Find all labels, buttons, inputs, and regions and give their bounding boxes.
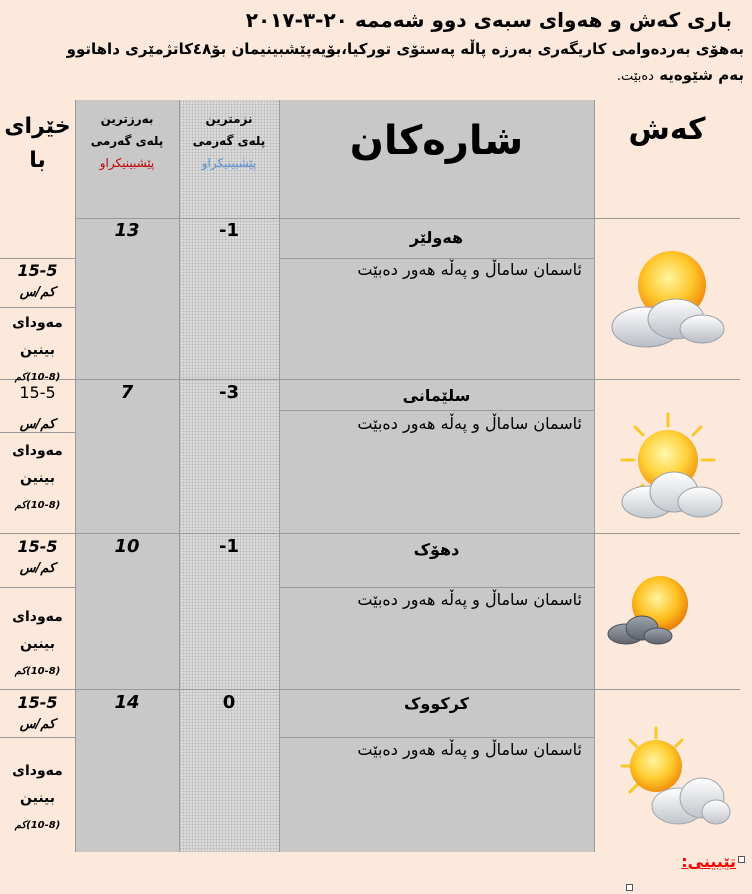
wind-speed-range: 15-5 bbox=[17, 537, 58, 556]
wind-speed-unit: کم/س bbox=[19, 417, 56, 432]
city-name: دهۆک bbox=[413, 540, 460, 559]
divider bbox=[0, 533, 740, 534]
divider bbox=[0, 379, 740, 380]
visibility-line2: بینین bbox=[20, 342, 55, 358]
visibility bbox=[0, 438, 75, 519]
wind-speed bbox=[0, 260, 75, 304]
selection-handle bbox=[738, 856, 745, 863]
visibility bbox=[0, 758, 75, 839]
wind-header-line1: خێرای bbox=[4, 114, 71, 139]
max-temp-value: 13 bbox=[114, 220, 140, 241]
note-label: تێبینی: bbox=[681, 852, 736, 871]
visibility-line1: مەودای bbox=[12, 443, 63, 459]
min-header-line1: نزمترین bbox=[205, 112, 253, 126]
sun-cloud-icon bbox=[606, 574, 696, 650]
max-temp-column-header bbox=[75, 108, 179, 174]
wind-header-line2: با bbox=[29, 148, 46, 173]
visibility-line1: مەودای bbox=[12, 763, 63, 779]
min-temp-value: -1 bbox=[219, 220, 239, 241]
max-temp-column-bg bbox=[75, 100, 179, 852]
divider bbox=[279, 410, 594, 411]
divider bbox=[0, 587, 75, 588]
sun-cloud-icon bbox=[606, 243, 730, 353]
visibility-line2: بینین bbox=[20, 636, 55, 652]
max-temp-value: 14 bbox=[114, 692, 140, 713]
forecast-intro-line2 bbox=[8, 66, 744, 84]
divider bbox=[75, 100, 76, 852]
wind-speed-unit: کم/س bbox=[19, 561, 56, 576]
forecast-table bbox=[0, 100, 740, 852]
wind-speed bbox=[0, 536, 75, 580]
visibility-range: (10-8)کم bbox=[14, 372, 61, 383]
wind-speed-range: 15-5 bbox=[19, 383, 56, 402]
max-header-line2: پلەی گەرمی bbox=[90, 134, 164, 148]
selection-handle bbox=[626, 884, 633, 891]
visibility-line1: مەودای bbox=[12, 315, 63, 331]
min-temp-value: -1 bbox=[219, 536, 239, 557]
weather-description: ئاسمان ساماڵ و پەڵە هەور دەبێت bbox=[357, 414, 582, 433]
min-temp-value: 0 bbox=[222, 692, 236, 713]
divider bbox=[179, 100, 180, 852]
wind-speed-unit: کم/س bbox=[19, 285, 56, 300]
forecast-intro-line2-main: بەم شێوەیە bbox=[653, 66, 744, 84]
wind-speed-unit-block bbox=[0, 414, 75, 436]
visibility-range: (10-8)کم bbox=[14, 666, 61, 677]
divider bbox=[0, 258, 75, 259]
wind-speed-range: 15-5 bbox=[17, 693, 58, 712]
visibility bbox=[0, 604, 75, 685]
divider bbox=[594, 100, 595, 852]
city-name: کرکووک bbox=[404, 694, 469, 713]
max-temp-value: 10 bbox=[114, 536, 140, 557]
visibility-line2: بینین bbox=[20, 790, 55, 806]
city-column-header: شارەکان bbox=[349, 118, 524, 164]
weather-column-header: کەش bbox=[628, 112, 706, 147]
wind-speed-range: 15-5 bbox=[17, 261, 58, 280]
divider bbox=[279, 737, 594, 738]
forecast-intro-line2-end: دەبێت. bbox=[616, 69, 654, 84]
wind-speed bbox=[0, 692, 75, 736]
divider bbox=[279, 587, 594, 588]
visibility-range: (10-8)کم bbox=[14, 500, 61, 511]
wind-column-header bbox=[0, 110, 75, 178]
city-name: هەولێر bbox=[409, 228, 464, 247]
min-header-line3: پێشبینیکراو bbox=[201, 156, 257, 170]
divider bbox=[279, 258, 594, 259]
divider bbox=[75, 218, 740, 219]
divider bbox=[0, 737, 75, 738]
sun-cloud-icon bbox=[616, 726, 732, 830]
min-temp-column-header bbox=[179, 108, 279, 174]
visibility-range: (10-8)کم bbox=[14, 820, 61, 831]
forecast-intro-line1: بەهۆی بەردەوامی کاریگەری بەرزە پاڵە پەستۆی تورکیا،بۆیەپێشبینیمان بۆ٤٨کاتژمێری داهاتوو bbox=[66, 40, 744, 58]
min-temp-value: -3 bbox=[219, 382, 239, 403]
sun-cloud-icon bbox=[612, 410, 728, 526]
wind-speed bbox=[0, 382, 75, 404]
max-header-line3: پێشبینیکراو bbox=[99, 156, 155, 170]
page-title: باری کەش و هەوای سبەی دوو شەممە ٢٠-٣-٢٠١٧ bbox=[245, 8, 732, 32]
city-name: سلێمانی bbox=[402, 386, 471, 405]
min-header-line2: پلەی گەرمی bbox=[192, 134, 266, 148]
weather-description: ئاسمان ساماڵ و پەڵە هەور دەبێت bbox=[357, 740, 582, 759]
visibility-line1: مەودای bbox=[12, 609, 63, 625]
divider bbox=[0, 307, 75, 308]
weather-description: ئاسمان ساماڵ و پەڵە هەور دەبێت bbox=[357, 260, 582, 279]
wind-speed-unit: کم/س bbox=[19, 717, 56, 732]
max-header-line1: بەرزترین bbox=[100, 112, 154, 126]
divider bbox=[0, 689, 740, 690]
visibility bbox=[0, 310, 75, 391]
max-temp-value: 7 bbox=[120, 382, 134, 403]
weather-description: ئاسمان ساماڵ و پەڵە هەور دەبێت bbox=[357, 590, 582, 609]
min-temp-column-bg bbox=[179, 100, 279, 852]
visibility-line2: بینین bbox=[20, 470, 55, 486]
